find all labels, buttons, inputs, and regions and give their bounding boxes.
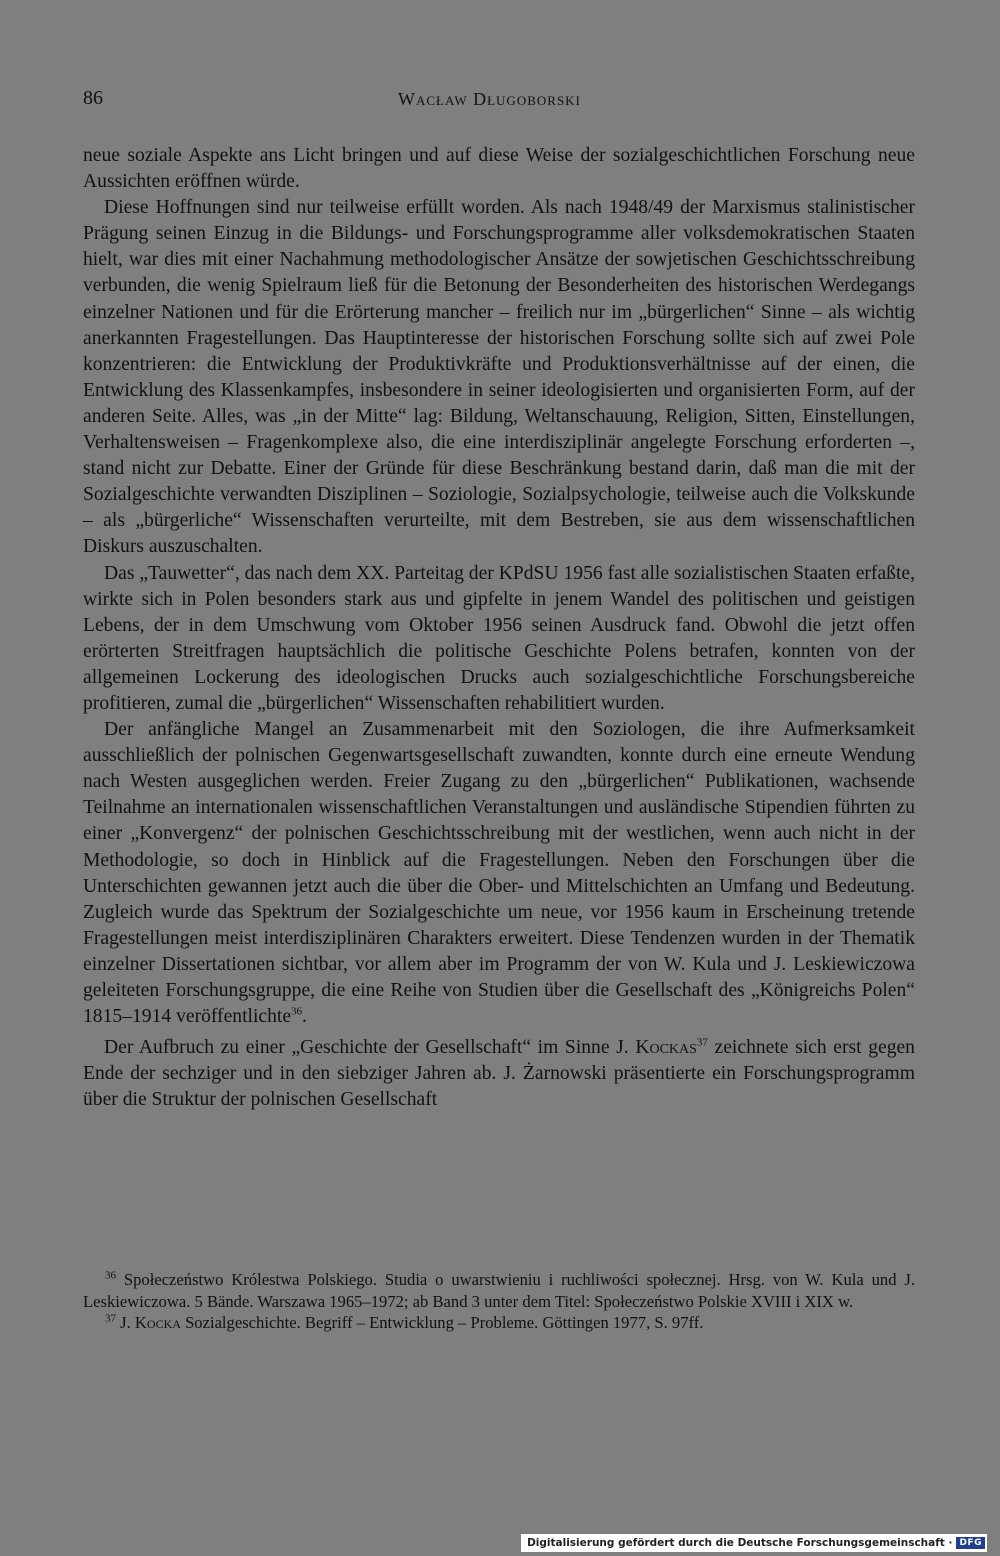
- footnote-37-author: Kocka: [134, 1313, 181, 1333]
- footnotes: [83, 1269, 915, 1334]
- footnote-36-number: 36: [105, 1269, 116, 1282]
- paragraph-4-text: Der anfängliche Mangel an Zusammenarbeit mit den Soziologen, die ihre Aufmerksamkeit ausschließlich der polnischen Gegenwartsgesellschaft zuwandten, konnte durch eine erneute Wendung nach Westen ausgeglichen werden. Freier Zugang zu den „bürgerlichen“ Publikationen, wachsende Teilnahme an internationalen wissenschaftlichen Veranstaltungen und ausländische Stipendien führten zu einer „Konvergenz“ der polnischen Geschichtsschreibung mit der westlichen, wenn auch nicht in der Methodologie, so doch in Hinblick auf die Fragestellungen. Neben den Forschungen über die Unterschichten gewannen jetzt auch die über die Ober- und Mittelschichten an Umfang und Bedeutung. Zugleich wurde das Spektrum der Sozialgeschichte um neue, vor 1956 kaum in Erscheinung tretende Fragestellungen meist interdisziplinären Charakters erweitert. Diese Tendenzen wurden in der Thematik einzelner Dissertationen sichtbar, vor allem aber im Programm der von W. Kula und J. Leskiewiczowa geleiteten Forschungsgruppe, die eine Reihe von Studien über die Gesellschaft des „Königreichs Polen“ 1815–1914 veröffentlichte: [83, 719, 915, 1028]
- paragraph-1: neue soziale Aspekte ans Licht bringen und auf diese Weise der sozialgeschichtlichen Forschung neue Aussichten eröffnen würde.: [83, 145, 915, 193]
- dfg-logo-icon: DFG: [956, 1537, 985, 1549]
- paragraph-5-text-end: zeichnete sich erst gegen Ende der sechziger und in den siebziger Jahren ab. J. Żarnowski präsentierte ein Forschungsprogramm über die Struktur der polnischen Gesellschaft: [83, 1037, 915, 1111]
- funding-text: Digitalisierung gefördert durch die Deutsche Forschungsgemeinschaft ·: [527, 1537, 953, 1549]
- footnote-37-text: Sozialgeschichte. Begriff – Entwicklung – Probleme. Göttingen 1977, S. 97ff.: [180, 1313, 704, 1333]
- page-number: 86: [83, 87, 103, 109]
- footnote-36: [83, 1269, 915, 1312]
- paragraph-3: Das „Tauwetter“, das nach dem XX. Parteitag der KPdSU 1956 fast alle sozialistischen Staaten erfaßte, wirkte sich in Polen besonders stark aus und gipfelte in jenem Wandel des politischen und geistigen Lebens, der in dem Umschwung vom Oktober 1956 seinen Ausdruck fand. Obwohl die jetzt offen erörterten Streitfragen hauptsächlich die politische Geschichte Polens betrafen, konnten von der allgemeinen Lockerung des ideologischen Drucks auch sozialgeschichtliche Forschungsbereiche profitieren, zumal die „bürgerlichen“ Wissenschaften rehabilitiert wurden.: [83, 562, 915, 714]
- paragraph-2: Diese Hoffnungen sind nur teilweise erfüllt worden. Als nach 1948/49 der Marxismus stalinistischer Prägung seinen Einzug in die Bildungs- und Forschungsprogramme aller volksdemokratischen Staaten hielt, war dies mit einer Nachahmung methodologischer Ansätze der sowjetischen Geschichtsschreibung verbunden, die wenig Spielraum ließ für die Betonung der Besonderheiten des historischen Werdegangs einzelner Nationen und für die Erörterung mancher – freilich nur im „bürgerlichen“ Sinne – als wichtig anerkannten Fragestellungen. Das Hauptinteresse der historischen Forschung sollte sich auf zwei Pole konzentrieren: die Entwicklung der Produktivkräfte und Produktionsverhältnisse auf der einen, die Entwicklung des Klassenkampfes, insbesondere in seiner ideologisierten und organisierten Form, auf der anderen Seite. Alles, was „in der Mitte“ lag: Bildung, Weltanschauung, Religion, Sitten, Einstellungen, Verhaltensweisen – Fragenkomplexe also, die eine interdisziplinär angelegte Forschung erforderten –, stand nicht zur Debatte. Einer der Gründe für diese Beschränkung bestand darin, daß man die mit der Sozialgeschichte verwandten Disziplinen – Soziologie, Sozialpsychologie, teilweise auch die Volkskunde – als „bürgerliche“ Wissenschaften verurteilte, mit dem Bestreben, sie aus dem wissenschaftlichen Diskurs auszuschalten.: [83, 197, 915, 558]
- paragraph-4-end: .: [302, 1006, 307, 1028]
- footnote-ref-36[interactable]: 36: [291, 1005, 303, 1018]
- footnote-37-number: 37: [105, 1312, 116, 1325]
- paragraph-5: [83, 1035, 915, 1113]
- paragraph-4: [83, 717, 915, 1030]
- footnote-ref-37[interactable]: 37: [696, 1036, 708, 1049]
- main-text: [83, 143, 915, 1113]
- paragraph-5-text-start: Der Aufbruch zu einer „Geschichte der Gesellschaft“ im Sinne J.: [104, 1037, 636, 1059]
- author-name-kocka: Kockas: [635, 1037, 697, 1059]
- footnote-36-text: Społeczeństwo Królestwa Polskiego. Studia o uwarstwieniu i ruchliwości społecznej. Hrsg. von W. Kula und J. Leskiewiczowa. 5 Bände. Warszawa 1965–1972; ab Band 3 unter dem Titel: Społeczeństwo Polskie XVIII i XIX w.: [83, 1270, 915, 1311]
- funding-notice: [521, 1534, 987, 1552]
- footnote-37: [83, 1312, 915, 1334]
- footnote-37-author-initial: J.: [120, 1313, 135, 1333]
- running-head: Wacław Długoborski: [398, 89, 581, 109]
